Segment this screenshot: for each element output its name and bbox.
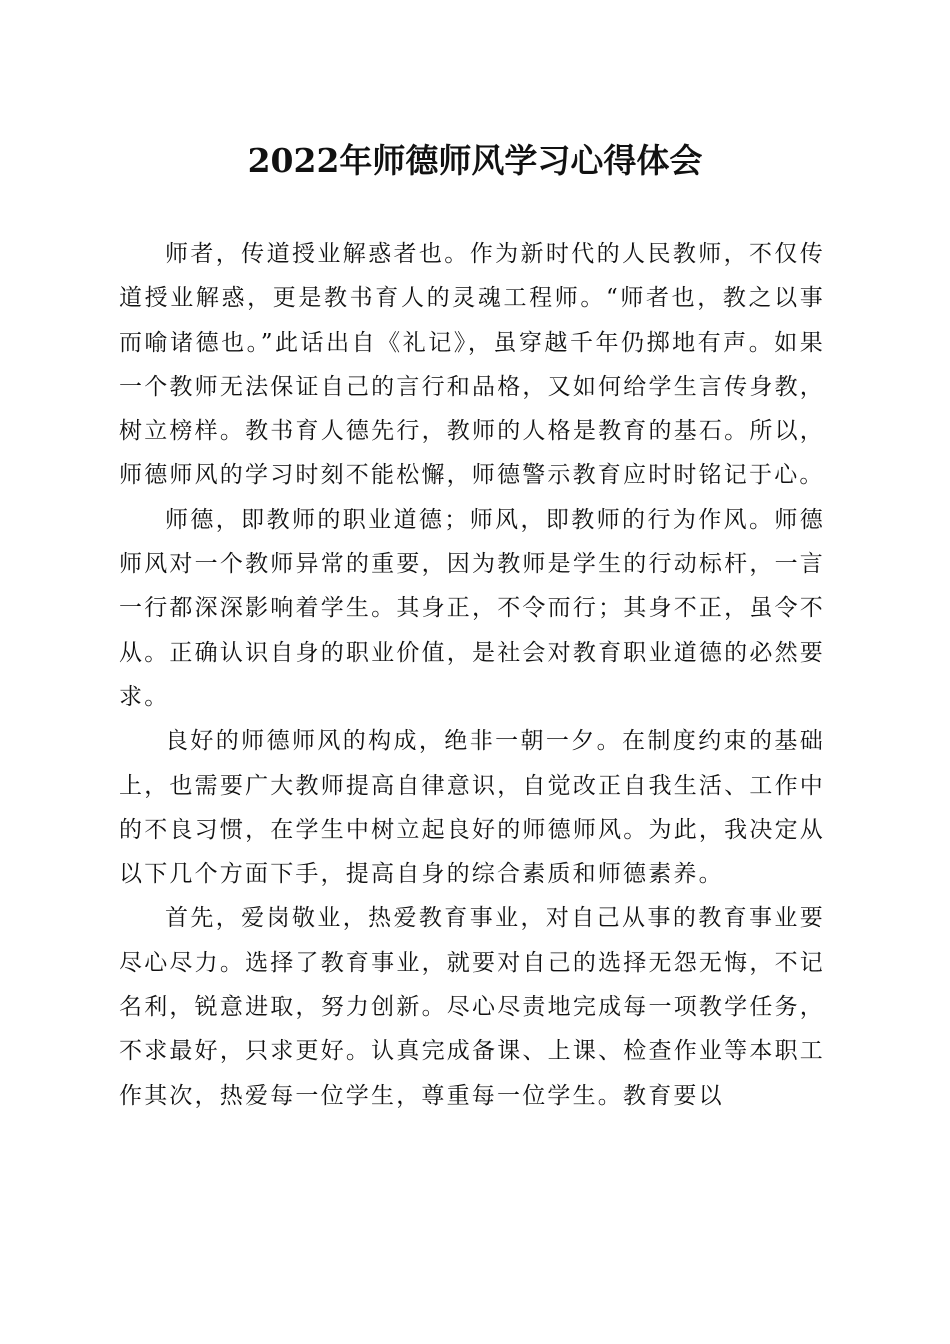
paragraph-4: 首先，爱岗敬业，热爱教育事业，对自己从事的教育事业要尽心尽力。选择了教育事业，就要对自己的选择无怨无悔，不记名利，锐意进取，努力创新。尽心尽责地完成每一项教学任务，不求最好，只求更好。认真完成备课、上课、检查作业等本职工作其次，热爱每一位学生，尊重每一位学生。教育要以 xyxy=(119,905,825,1109)
document-title: 2022年师德师风学习心得体会 xyxy=(247,141,703,180)
paragraph-2: 师德，即教师的职业道德；师风，即教师的行为作风。师德师风对一个教师异常的重要，因为教师是学生的行动标杆，一言一行都深深影响着学生。其身正，不令而行；其身不正，虽令不从。正确认识自身的职业价值，是社会对教育职业道德的必然要求。 xyxy=(119,506,825,710)
document-body xyxy=(119,232,825,1118)
paragraph-3: 良好的师德师风的构成，绝非一朝一夕。在制度约束的基础上，也需要广大教师提高自律意识，自觉改正自我生活、工作中的不良习惯，在学生中树立起良好的师德师风。为此，我决定从以下几个方面下手，提高自身的综合素质和师德素养。 xyxy=(119,728,825,888)
paragraph-1: 师者，传道授业解惑者也。作为新时代的人民教师，不仅传道授业解惑，更是教书育人的灵魂工程师。“师者也，教之以事而喻诸德也。”此话出自《礼记》，虽穿越千年仍掷地有声。如果一个教师无法保证自己的言行和品格，又如何给学生言传身教，树立榜样。教书育人德先行，教师的人格是教育的基石。所以，师德师风的学习时刻不能松懈，师德警示教育应时时铭记于心。 xyxy=(119,241,825,489)
